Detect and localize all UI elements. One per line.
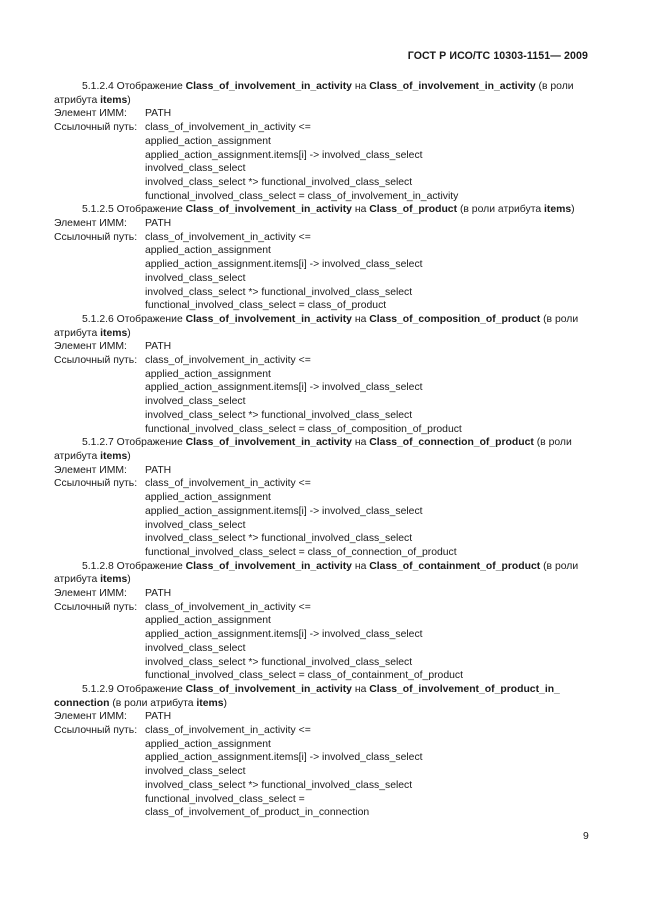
heading-on: на xyxy=(354,683,367,695)
element-value: PATH xyxy=(145,218,172,230)
heading-on: на xyxy=(354,81,367,92)
role-prefix: (в роли атрибута xyxy=(54,81,574,106)
target-entity: Class_of_involvement_of_product_in_ connection xyxy=(54,683,560,709)
reference-path-row xyxy=(54,601,590,683)
path-line: involved_class_select xyxy=(145,396,246,408)
target-entity: Class_of_composition_of_product xyxy=(369,313,541,325)
path-line: class_of_involvement_in_activity <= xyxy=(145,478,311,490)
heading-on: на xyxy=(354,204,367,216)
element-label: Элемент ИММ: xyxy=(54,711,127,723)
heading-prefix: Отображение xyxy=(116,683,183,695)
element-value: PATH xyxy=(145,711,172,723)
element-label: Элемент ИММ: xyxy=(54,341,127,353)
path-label: Ссылочный путь: xyxy=(54,122,138,134)
mapping-section xyxy=(54,80,590,203)
path-line: involved_class_select *> functional_involved_class_select xyxy=(145,176,413,188)
path-line: involved_class_select *> functional_involved_class_select xyxy=(145,656,413,668)
reference-path-row xyxy=(54,121,590,203)
path-line: functional_involved_class_select = class_of_composition_of_product xyxy=(145,423,462,435)
path-line: applied_action_assignment xyxy=(145,615,271,627)
role-prefix: (в роли атрибута xyxy=(54,313,579,339)
section-heading xyxy=(54,560,590,587)
role-prefix: (в роли атрибута xyxy=(54,560,579,586)
role-suffix: ) xyxy=(127,574,131,586)
role-prefix: (в роли атрибута xyxy=(459,204,542,216)
heading-prefix: Отображение xyxy=(116,437,183,449)
element-value: PATH xyxy=(145,464,172,476)
reference-path-row xyxy=(54,231,590,313)
element-row xyxy=(54,107,590,121)
section-number: 5.1.2.9 xyxy=(82,683,114,695)
reference-path-row xyxy=(54,724,590,820)
element-label: Элемент ИММ: xyxy=(54,588,127,600)
reference-path-row xyxy=(54,354,590,436)
path-line: involved_class_select xyxy=(145,642,246,654)
path-line: applied_action_assignment.items[i] -> involved_class_select xyxy=(145,259,423,271)
section-number: 5.1.2.6 xyxy=(82,313,114,325)
section-heading xyxy=(54,80,590,107)
heading-prefix: Отображение xyxy=(116,313,183,325)
target-entity: Class_of_involvement_in_activity xyxy=(369,81,536,92)
path-line: applied_action_assignment.items[i] -> involved_class_select xyxy=(145,149,423,161)
target-entity: Class_of_product xyxy=(369,204,458,216)
reference-path xyxy=(145,354,590,436)
mapping-section xyxy=(54,203,590,313)
path-line: functional_involved_class_select = class_of_containment_of_product xyxy=(145,670,463,682)
role-suffix: ) xyxy=(127,94,131,106)
mapping-section xyxy=(54,313,590,436)
source-entity: Class_of_involvement_in_activity xyxy=(185,204,352,216)
path-label: Ссылочный путь: xyxy=(54,725,138,737)
section-heading xyxy=(54,203,590,217)
role-suffix: ) xyxy=(127,450,131,462)
mapping-section xyxy=(54,683,590,820)
reference-path-row xyxy=(54,477,590,559)
section-number: 5.1.2.5 xyxy=(82,204,114,216)
element-label: Элемент ИММ: xyxy=(54,108,127,120)
target-entity: Class_of_connection_of_product xyxy=(369,437,534,449)
heading-on: на xyxy=(354,313,367,325)
role-attribute: items xyxy=(196,697,224,709)
path-line: involved_class_select *> functional_involved_class_select xyxy=(145,533,413,545)
section-heading xyxy=(54,436,590,463)
section-number: 5.1.2.4 xyxy=(82,81,114,92)
target-entity: Class_of_containment_of_product xyxy=(369,560,541,572)
source-entity: Class_of_involvement_in_activity xyxy=(185,81,352,92)
source-entity: Class_of_involvement_in_activity xyxy=(185,683,352,695)
path-line: applied_action_assignment xyxy=(145,738,271,750)
element-row xyxy=(54,340,590,354)
role-prefix: (в роли атрибута xyxy=(112,697,194,709)
role-attribute: items xyxy=(100,574,128,586)
path-line: functional_involved_class_select = xyxy=(145,793,305,805)
path-line: class_of_involvement_in_activity <= xyxy=(145,725,311,737)
role-attribute: items xyxy=(544,204,572,216)
element-row xyxy=(54,587,590,601)
path-line: involved_class_select *> functional_involved_class_select xyxy=(145,286,413,298)
source-entity: Class_of_involvement_in_activity xyxy=(185,313,352,325)
role-suffix: ) xyxy=(223,697,228,709)
path-line: applied_action_assignment.items[i] -> involved_class_select xyxy=(145,382,423,394)
page-number: 9 xyxy=(583,831,589,842)
path-line: applied_action_assignment.items[i] -> involved_class_select xyxy=(145,505,423,517)
path-line: class_of_involvement_in_activity <= xyxy=(145,355,311,367)
path-line: functional_involved_class_select = class_of_involvement_in_activity xyxy=(145,190,459,202)
heading-prefix: Отображение xyxy=(116,81,183,92)
path-label: Ссылочный путь: xyxy=(54,478,138,490)
source-entity: Class_of_involvement_in_activity xyxy=(185,560,352,572)
heading-on: на xyxy=(354,560,367,572)
path-line: involved_class_select xyxy=(145,766,246,778)
heading-on: на xyxy=(354,437,367,449)
element-label: Элемент ИММ: xyxy=(54,464,127,476)
path-label: Ссылочный путь: xyxy=(54,231,138,243)
element-value: PATH xyxy=(145,588,172,600)
element-row xyxy=(54,464,590,478)
source-entity: Class_of_involvement_in_activity xyxy=(185,437,352,449)
role-attribute: items xyxy=(100,327,128,339)
path-line: involved_class_select xyxy=(145,272,246,284)
path-line: applied_action_assignment.items[i] -> involved_class_select xyxy=(145,752,423,764)
heading-prefix: Отображение xyxy=(116,560,183,572)
path-line: functional_involved_class_select = class_of_product xyxy=(145,300,387,312)
reference-path xyxy=(145,724,590,820)
heading-prefix: Отображение xyxy=(116,204,183,216)
mapping-section xyxy=(54,560,590,683)
path-label: Ссылочный путь: xyxy=(54,601,138,613)
element-value: PATH xyxy=(145,108,172,120)
reference-path xyxy=(145,601,590,683)
role-attribute: items xyxy=(100,94,128,106)
path-line: class_of_involvement_in_activity <= xyxy=(145,122,311,134)
path-line: functional_involved_class_select = class_of_connection_of_product xyxy=(145,546,457,558)
section-number: 5.1.2.8 xyxy=(82,560,114,572)
path-line: involved_class_select *> functional_involved_class_select xyxy=(145,779,413,791)
path-line: involved_class_select *> functional_involved_class_select xyxy=(145,409,413,421)
element-row xyxy=(54,710,590,724)
reference-path xyxy=(145,231,590,313)
path-line: class_of_involvement_in_activity <= xyxy=(145,601,311,613)
section-heading xyxy=(54,313,590,340)
mapping-section xyxy=(54,436,590,559)
role-prefix: (в роли атрибута xyxy=(54,437,572,462)
path-line: applied_action_assignment xyxy=(145,135,271,147)
role-suffix: ) xyxy=(127,327,131,339)
document-header: ГОСТ Р ИСО/ТС 10303-1151— 2009 xyxy=(407,50,588,62)
path-line: class_of_involvement_in_activity <= xyxy=(145,231,311,243)
element-label: Элемент ИММ: xyxy=(54,218,127,230)
section-number: 5.1.2.7 xyxy=(82,437,114,449)
section-heading xyxy=(54,683,590,710)
element-value: PATH xyxy=(145,341,172,353)
path-line: involved_class_select xyxy=(145,519,246,531)
reference-path xyxy=(145,121,590,203)
path-line: applied_action_assignment xyxy=(145,368,271,380)
element-row xyxy=(54,217,590,231)
role-suffix: ) xyxy=(571,204,575,216)
path-line: applied_action_assignment.items[i] -> involved_class_select xyxy=(145,629,423,641)
document-body xyxy=(54,80,590,820)
path-line: involved_class_select xyxy=(145,163,246,175)
role-attribute: items xyxy=(100,450,128,462)
reference-path xyxy=(145,477,590,559)
path-line: class_of_involvement_of_product_in_connection xyxy=(145,807,370,819)
path-line: applied_action_assignment xyxy=(145,245,271,257)
path-line: applied_action_assignment xyxy=(145,492,271,504)
path-label: Ссылочный путь: xyxy=(54,355,138,367)
